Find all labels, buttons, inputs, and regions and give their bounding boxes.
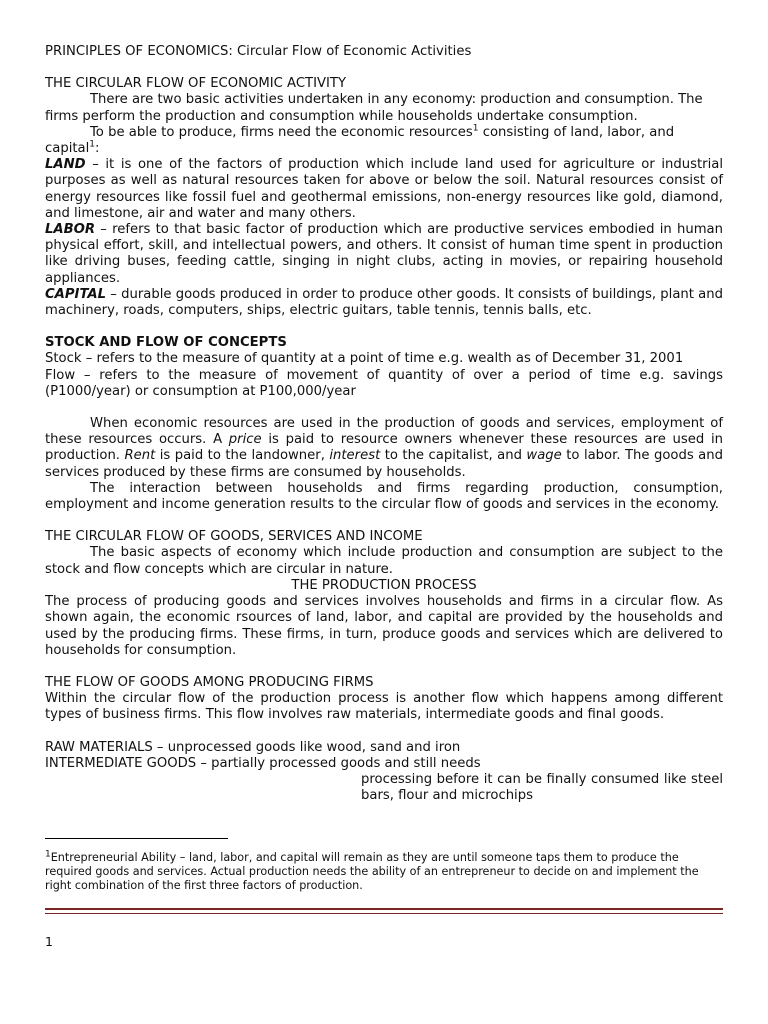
text: To be able to produce, firms need the economic resources	[90, 124, 473, 140]
definition-intermediate-goods-continued: processing before it can be finally consumed like steel bars, flour and microchips	[361, 771, 723, 804]
footnote-text: Entrepreneurial Ability – land, labor, and capital will remain as they are until someone taps them to produce the required goods and services. Actual production needs the ability of an entrepreneur to decide on and implement the right combination of the first three factors of production.	[45, 851, 699, 892]
text: :	[95, 141, 100, 157]
paragraph-production-process: The process of producing goods and services involves households and firms in a circular flow. As shown again, the economic rsources of land, labor, and capital are provided by the households and used by the producing firms. These firms, in turn, produce goods and services which are delivered to households for consumption.	[45, 594, 723, 658]
term-labor: LABOR	[45, 222, 96, 238]
paragraph-interaction: The interaction between households and firms regarding production, consumption, employment and income generation results to the circular flow of goods and services in the economy.	[45, 480, 723, 513]
definition-capital	[45, 287, 723, 319]
definition-flow: Flow – refers to the measure of movement of quantity of over a period of time e.g. savings (P1000/year) or consumption at P100,000/year	[45, 367, 723, 399]
footer-rule-thick	[45, 908, 723, 910]
term-interest: interest	[329, 448, 381, 464]
section-heading-flow-of-goods: THE FLOW OF GOODS AMONG PRODUCING FIRMS	[45, 674, 374, 690]
definition-stock: Stock – refers to the measure of quantity at a point of time e.g. wealth as of December 31, 2001	[45, 351, 684, 367]
definition-text: – it is one of the factors of production which include land used for agriculture or industrial purposes as well as natural resources taken for above or below the soil. Natural resources consist of energy resources like fossil fuel and geothermal emissions, non-energy resources like gold, diamond, and limestone, air and water and many others.	[45, 157, 723, 221]
footnote-separator	[45, 838, 228, 839]
text: consisting of land, labor, and capital	[45, 124, 675, 157]
text: to the capitalist, and	[380, 448, 527, 464]
term-wage: wage	[526, 448, 562, 464]
definition-text: – refers to that basic factor of production which are productive services embodied in human physical effort, skill, and intellectual powers, and others. It consist of human time spent in production like driving buses, feeding cattle, singing in night clubs, acting in movies, or repairing household appliances.	[45, 222, 723, 286]
section-heading-circular-flow: THE CIRCULAR FLOW OF ECONOMIC ACTIVITY	[45, 76, 347, 92]
definition-text: – durable goods produced in order to produce other goods. It consists of buildings, plant and machinery, roads, computers, ships, electric guitars, table tennis, tennis balls, etc.	[45, 286, 723, 319]
subheading-production-process: THE PRODUCTION PROCESS	[291, 577, 477, 593]
definition-intermediate-goods: INTERMEDIATE GOODS – partially processed goods and still needs	[45, 755, 481, 771]
paragraph-basic-aspects: The basic aspects of economy which include production and consumption are subject to the stock and flow concepts which are circular in nature.	[45, 545, 723, 577]
definition-land	[45, 157, 723, 222]
paragraph-factor-payments	[45, 416, 723, 481]
page-number: 1	[45, 934, 53, 949]
paragraph-basic-activities: There are two basic activities undertaken in any economy: production and consumption. The firms perform the production and consumption while households undertake consumption.	[45, 92, 703, 124]
definition-labor	[45, 222, 723, 287]
text: is paid to the landowner,	[155, 448, 330, 464]
text: When economic resources are used in the production of goods and services, employment of these resources occurs. A	[45, 416, 723, 448]
text: to labor. The goods and services produced by these firms are consumed by households.	[45, 448, 723, 480]
footnote-marker: 1	[89, 139, 96, 150]
definition-raw-materials: RAW MATERIALS – unprocessed goods like wood, sand and iron	[45, 739, 461, 755]
paragraph-flow-among-firms: Within the circular flow of the production process is another flow which happens among different types of business firms. This flow involves raw materials, intermediate goods and final goods.	[45, 691, 723, 723]
paragraph-economic-resources	[45, 125, 723, 157]
text: is paid to resource owners whenever these resources are used in production.	[45, 432, 723, 464]
footnote	[45, 851, 723, 893]
term-price: price	[228, 432, 262, 448]
section-heading-stock-flow: STOCK AND FLOW OF CONCEPTS	[45, 335, 287, 351]
document-title: PRINCIPLES OF ECONOMICS: Circular Flow of Economic Activities	[45, 44, 472, 59]
document-body	[45, 44, 723, 804]
term-rent: Rent	[124, 448, 156, 464]
term-land: LAND	[45, 157, 86, 173]
term-capital: CAPITAL	[45, 286, 107, 302]
footer-rule-thin	[45, 913, 723, 914]
footnote-marker: 1	[472, 123, 479, 134]
section-heading-goods-services-income: THE CIRCULAR FLOW OF GOODS, SERVICES AND INCOME	[45, 529, 423, 545]
footnote-marker: 1	[45, 849, 51, 860]
